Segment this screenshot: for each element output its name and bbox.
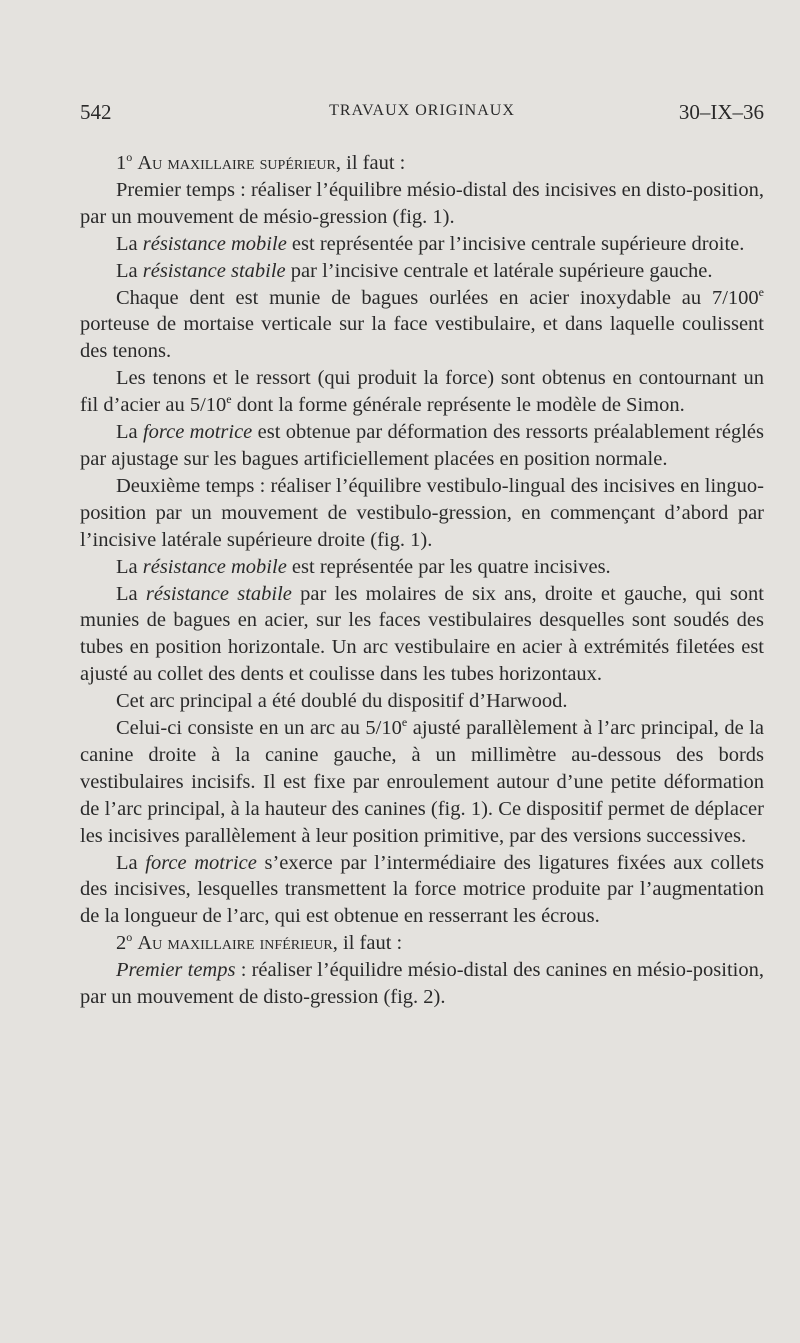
paragraph: La résistance stabile par l’incisive centrale et latérale supérieure gauche. (116, 259, 713, 282)
paragraph: Celui-ci consiste en un arc au 5/10e ajusté parallèlement à l’arc principal, de la canine droite à la canine gauche, à un millimètre au-dessous des bords vestibulaires incisifs. Il est fixe par enroulement autour d’une petite déformation de l’arc principal, à la hauteur des canines (fig. 1). Ce dispositif permet de déplacer les incisives parallèlement à leur position primitive, par des versions successives. (80, 715, 765, 847)
paragraph: Premier temps : réaliser l’équilidre mésio-distal des canines en mésio-position, par un mouvement de disto-gression (fig. 2). (80, 959, 764, 1009)
paragraph: Les tenons et le ressort (qui produit la force) sont obtenus en contournant un fil d’acier au 5/10e dont la forme générale représente le modèle de Simon. (80, 367, 764, 417)
body-text (80, 150, 764, 1011)
paragraph: La résistance mobile est représentée par l’incisive centrale supérieure droite. (116, 232, 745, 255)
paragraph: Deuxième temps : réaliser l’équilibre vestibulo-lingual des incisives en linguo-position par un mouvement de vestibulo-gression, en commençant d’abord par l’incisive latérale supérieure droite (fig. 1). (80, 474, 764, 551)
section-heading-inferior: 2$^o$ Au maxillaire inférieur, il faut : (116, 930, 403, 955)
paragraph: Chaque dent est munie de bagues ourlées en acier inoxydable au 7/100e porteuse de mortaise verticale sur la face vestibulaire, et dans laquelle coulissent des tenons. (80, 284, 764, 363)
paragraph: La force motrice est obtenue par déformation des ressorts préalablement réglés par ajustage sur les bagues artificiellement placées en position normale. (80, 421, 765, 470)
page-header (80, 100, 764, 134)
running-title: TRAVAUX ORIGINAUX (329, 102, 515, 119)
paragraph: Cet arc principal a été doublé du dispositif d’Harwood. (116, 690, 568, 713)
paragraph: La force motrice s’exerce par l’intermédiaire des ligatures fixées aux collets des incisives, lesquelles transmettent la force motrice produite par l’augmentation de la longueur de l’arc, qui est obtenue en resserrant les écrous. (80, 851, 765, 928)
paragraph: Premier temps : réaliser l’équilibre mésio-distal des incisives en disto-position, par un mouvement de mésio-gression (fig. 1). (80, 178, 764, 228)
page-number: 542 (80, 100, 112, 124)
section-heading-superior: 1$^o$ Au maxillaire supérieur, il faut : (116, 150, 406, 174)
header-date: 30–IX–36 (678, 100, 764, 124)
paragraph: La résistance mobile est représentée par les quatre incisives. (116, 555, 611, 578)
paragraph: La résistance stabile par les molaires de six ans, droite et gauche, qui sont munies de bagues en acier, sur les faces vestibulaires desquelles sont soudés des tubes en position horizontale. Un arc vestibulaire en acier à extrémités filetées est ajusté au collet des dents et coulisse dans les tubes horizontaux. (80, 582, 764, 686)
